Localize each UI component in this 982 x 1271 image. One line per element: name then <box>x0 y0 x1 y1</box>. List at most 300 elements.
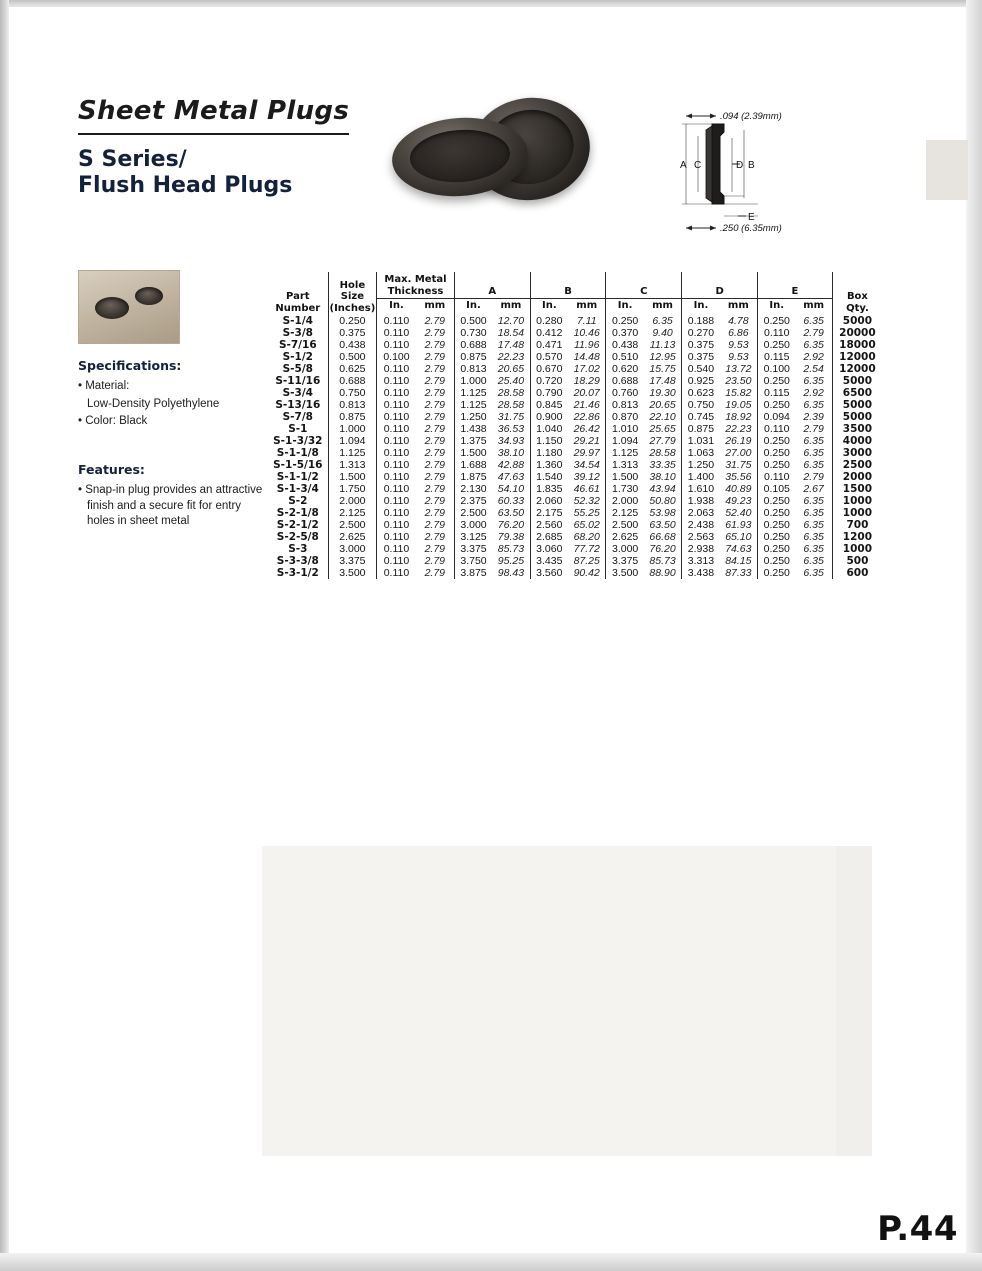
cell-e_in: 0.250 <box>758 543 796 555</box>
cell-t_mm: 2.79 <box>424 543 445 555</box>
cell-e_in: 0.100 <box>758 363 796 375</box>
cell-a_mm: 95.25 <box>497 555 525 567</box>
cell-e_mm: 6.35 <box>803 567 824 579</box>
cell-e_mm: 6.35 <box>803 519 824 531</box>
cell-b_mm: 87.25 <box>573 555 600 567</box>
cell-a_in: 0.730 <box>454 327 492 339</box>
cell-hole: 0.688 <box>328 375 377 387</box>
cell-b_in: 0.412 <box>530 327 568 339</box>
table-row <box>268 315 882 327</box>
cell-t_mm: 2.79 <box>424 471 445 483</box>
drawing-top-dimension: .094 (2.39mm) <box>720 111 782 122</box>
specifications-item-material-value: Low-Density Polyethylene <box>87 397 220 410</box>
cell-part: S-2-1/2 <box>276 519 319 531</box>
header-dim-c: C <box>606 272 682 299</box>
header-thickness-mm: mm <box>424 300 446 311</box>
cell-b_mm: 21.46 <box>573 399 600 411</box>
cell-c_mm: 63.50 <box>649 519 676 531</box>
cell-c_in: 3.375 <box>606 555 644 567</box>
cell-d_mm: 9.53 <box>728 339 749 351</box>
cell-e_mm: 6.35 <box>803 507 824 519</box>
cell-t_in: 0.110 <box>377 555 416 567</box>
cell-qty: 1000 <box>832 543 882 555</box>
cell-e_in: 0.115 <box>758 387 796 399</box>
cell-d_in: 0.875 <box>682 423 720 435</box>
cell-b_mm: 22.86 <box>573 411 600 423</box>
page-title-block <box>78 96 378 199</box>
cell-t_mm: 2.79 <box>424 495 445 507</box>
cell-b_in: 3.060 <box>530 543 568 555</box>
cell-b_in: 1.360 <box>530 459 568 471</box>
header-dim-e: E <box>758 272 833 299</box>
cell-e_in: 0.250 <box>758 315 796 327</box>
cell-c_mm: 11.13 <box>649 339 676 351</box>
cell-e_in: 0.250 <box>758 507 796 519</box>
table-row <box>268 459 882 471</box>
cell-t_in: 0.110 <box>377 327 416 339</box>
drawing-label-d: D <box>736 160 744 171</box>
cell-hole: 3.375 <box>328 555 377 567</box>
dimension-drawing <box>672 96 902 244</box>
header-c-mm: mm <box>652 300 673 311</box>
cell-hole: 1.094 <box>328 435 377 447</box>
cell-part: S-1/2 <box>282 351 313 363</box>
table-row <box>268 519 882 531</box>
page-number: P.44 <box>877 1209 958 1249</box>
cell-d_mm: 19.05 <box>725 399 752 411</box>
cell-b_in: 3.560 <box>530 567 568 579</box>
cell-qty: 5000 <box>832 315 882 327</box>
cell-hole: 2.625 <box>328 531 377 543</box>
cell-b_in: 1.180 <box>530 447 568 459</box>
cell-e_mm: 6.35 <box>803 375 824 387</box>
cell-b_mm: 77.72 <box>573 543 600 555</box>
cell-qty: 500 <box>832 555 882 567</box>
cell-t_in: 0.110 <box>377 375 416 387</box>
cell-a_mm: 38.10 <box>497 447 525 459</box>
header-a-in: In. <box>454 299 492 316</box>
header-hole-size: Hole Size (Inches) <box>328 272 377 315</box>
table-row <box>268 531 882 543</box>
specifications-item-material: • Material: <box>78 380 130 392</box>
cell-a_mm: 17.48 <box>497 339 525 351</box>
table-row <box>268 363 882 375</box>
cell-e_in: 0.250 <box>758 339 796 351</box>
features-heading: Features: <box>78 462 145 477</box>
cell-e_in: 0.110 <box>758 327 796 339</box>
cell-c_in: 1.500 <box>606 471 644 483</box>
cell-part: S-2-5/8 <box>276 531 319 543</box>
cell-d_in: 1.400 <box>682 471 720 483</box>
cell-part: S-2-1/8 <box>276 507 319 519</box>
spec-table-body <box>268 315 882 579</box>
cell-e_mm: 6.35 <box>803 447 824 459</box>
header-dim-b: B <box>530 272 606 299</box>
cell-t_mm: 2.79 <box>424 459 445 471</box>
cell-b_in: 1.835 <box>530 483 568 495</box>
cell-c_in: 0.250 <box>606 315 644 327</box>
cell-c_in: 0.510 <box>606 351 644 363</box>
cell-e_mm: 6.35 <box>803 399 824 411</box>
cell-hole: 1.750 <box>328 483 377 495</box>
cell-d_in: 3.438 <box>682 567 720 579</box>
cell-part: S-1-1/2 <box>276 471 319 483</box>
cell-hole: 0.500 <box>328 351 377 363</box>
table-row <box>268 411 882 423</box>
cell-b_mm: 17.02 <box>573 363 600 375</box>
cell-qty: 1000 <box>832 495 882 507</box>
cell-t_in: 0.110 <box>377 423 416 435</box>
cell-b_in: 0.570 <box>530 351 568 363</box>
cell-e_mm: 6.35 <box>803 459 824 471</box>
cell-hole: 1.500 <box>328 471 377 483</box>
cell-c_mm: 43.94 <box>649 483 676 495</box>
cell-c_in: 0.620 <box>606 363 644 375</box>
cell-c_in: 2.000 <box>606 495 644 507</box>
features-item: • Snap-in plug provides an attractive finish and a secure fit for entry holes in sheet metal <box>78 484 263 527</box>
cell-part: S-7/16 <box>278 339 317 351</box>
cell-t_in: 0.110 <box>377 519 416 531</box>
cell-e_in: 0.115 <box>758 351 796 363</box>
cell-hole: 0.250 <box>328 315 377 327</box>
cell-part: S-1 <box>288 423 308 435</box>
cell-d_in: 0.540 <box>682 363 720 375</box>
cell-d_in: 0.188 <box>682 315 720 327</box>
cell-c_in: 2.500 <box>606 519 644 531</box>
header-dim-a: A <box>454 272 530 299</box>
cell-a_in: 0.688 <box>454 339 492 351</box>
cell-e_mm: 6.35 <box>803 495 824 507</box>
cell-c_in: 1.010 <box>606 423 644 435</box>
cell-t_mm: 2.79 <box>424 531 445 543</box>
cell-a_in: 1.500 <box>454 447 492 459</box>
cell-hole: 0.625 <box>328 363 377 375</box>
cell-t_mm: 2.79 <box>424 567 445 579</box>
cell-hole: 0.813 <box>328 399 377 411</box>
cell-e_mm: 2.79 <box>803 423 824 435</box>
cell-b_mm: 26.42 <box>573 423 600 435</box>
cell-e_in: 0.250 <box>758 567 796 579</box>
cell-d_in: 0.745 <box>682 411 720 423</box>
cell-t_in: 0.110 <box>377 507 416 519</box>
cell-c_mm: 76.20 <box>649 543 676 555</box>
cell-hole: 2.000 <box>328 495 377 507</box>
cell-a_mm: 34.93 <box>497 435 525 447</box>
cell-a_in: 1.375 <box>454 435 492 447</box>
cell-qty: 1200 <box>832 531 882 543</box>
table-row <box>268 447 882 459</box>
cell-e_mm: 6.35 <box>803 543 824 555</box>
cell-a_in: 1.438 <box>454 423 492 435</box>
cell-d_mm: 31.75 <box>725 459 752 471</box>
cell-a_in: 0.875 <box>454 351 492 363</box>
cell-e_in: 0.250 <box>758 495 796 507</box>
application-photo-hole-1 <box>95 297 129 319</box>
cell-a_in: 1.000 <box>454 375 492 387</box>
header-c-in: In. <box>606 299 644 316</box>
cell-t_in: 0.110 <box>377 315 416 327</box>
cell-t_mm: 2.79 <box>424 435 445 447</box>
cell-t_in: 0.110 <box>377 411 416 423</box>
showthrough-artifact <box>262 846 872 1156</box>
cell-hole: 0.438 <box>328 339 377 351</box>
cell-a_mm: 85.73 <box>497 543 525 555</box>
cell-hole: 0.875 <box>328 411 377 423</box>
spec-table <box>268 272 882 579</box>
cell-d_in: 2.063 <box>682 507 720 519</box>
cell-hole: 0.750 <box>328 387 377 399</box>
cell-d_in: 0.623 <box>682 387 720 399</box>
cell-t_mm: 2.79 <box>424 423 445 435</box>
cell-t_in: 0.110 <box>377 543 416 555</box>
cell-e_in: 0.250 <box>758 519 796 531</box>
header-d-in: In. <box>682 299 720 316</box>
cell-t_mm: 2.79 <box>424 387 445 399</box>
table-row <box>268 375 882 387</box>
cell-c_in: 2.625 <box>606 531 644 543</box>
cell-d_in: 0.375 <box>682 339 720 351</box>
cell-part: S-3-1/2 <box>276 567 319 579</box>
cell-d_mm: 35.56 <box>725 471 752 483</box>
drawing-label-b: B <box>748 160 755 171</box>
cell-t_in: 0.110 <box>377 339 416 351</box>
cell-e_mm: 2.79 <box>803 327 824 339</box>
cell-b_mm: 34.54 <box>573 459 600 471</box>
cell-c_in: 3.000 <box>606 543 644 555</box>
specifications-heading: Specifications: <box>78 358 182 373</box>
cell-a_mm: 12.70 <box>497 315 525 327</box>
cell-a_mm: 25.40 <box>497 375 525 387</box>
cell-d_mm: 4.78 <box>728 315 749 327</box>
cell-c_in: 0.870 <box>606 411 644 423</box>
cell-d_mm: 18.92 <box>725 411 752 423</box>
cell-t_mm: 2.79 <box>424 315 445 327</box>
drawing-label-e: E <box>748 212 755 223</box>
cell-e_mm: 2.79 <box>803 471 824 483</box>
cell-c_mm: 85.73 <box>649 555 676 567</box>
cell-a_mm: 98.43 <box>497 567 525 579</box>
cell-part: S-1-5/16 <box>273 459 323 471</box>
header-max-metal-thickness: Max. Metal Thickness <box>377 272 455 299</box>
cell-hole: 1.313 <box>328 459 377 471</box>
table-row <box>268 543 882 555</box>
cell-part: S-13/16 <box>275 399 321 411</box>
header-a-mm: mm <box>500 300 522 311</box>
cell-t_in: 0.110 <box>377 495 416 507</box>
table-row <box>268 483 882 495</box>
table-row <box>268 339 882 351</box>
cell-d_in: 0.270 <box>682 327 720 339</box>
cell-t_mm: 2.79 <box>424 411 445 423</box>
cell-b_in: 0.720 <box>530 375 568 387</box>
cell-b_mm: 7.11 <box>576 315 597 327</box>
cell-a_mm: 54.10 <box>497 483 525 495</box>
cell-d_mm: 22.23 <box>725 423 752 435</box>
cell-c_in: 2.125 <box>606 507 644 519</box>
application-photo <box>78 270 180 344</box>
cell-t_in: 0.110 <box>377 399 416 411</box>
cell-a_in: 1.875 <box>454 471 492 483</box>
header-b-mm: mm <box>576 300 598 311</box>
cell-b_mm: 90.42 <box>573 567 600 579</box>
cell-qty: 12000 <box>832 351 882 363</box>
cell-e_in: 0.110 <box>758 471 796 483</box>
table-row <box>268 555 882 567</box>
cell-qty: 1000 <box>832 507 882 519</box>
cell-t_in: 0.110 <box>377 459 416 471</box>
cell-d_mm: 23.50 <box>725 375 752 387</box>
cell-hole: 1.125 <box>328 447 377 459</box>
cell-t_in: 0.110 <box>377 531 416 543</box>
cell-qty: 3500 <box>832 423 882 435</box>
cell-b_mm: 46.61 <box>573 483 600 495</box>
cell-a_in: 2.375 <box>454 495 492 507</box>
cell-b_mm: 18.29 <box>573 375 600 387</box>
scan-edge-top <box>0 0 982 7</box>
header-box-qty: Box Qty. <box>832 272 882 315</box>
cell-a_in: 1.125 <box>454 399 492 411</box>
specifications-list <box>78 379 260 430</box>
cell-c_in: 1.313 <box>606 459 644 471</box>
spec-table-wrapper <box>268 272 882 579</box>
cell-hole: 2.125 <box>328 507 377 519</box>
cell-e_in: 0.250 <box>758 531 796 543</box>
application-photo-hole-2 <box>135 287 163 305</box>
cell-hole: 2.500 <box>328 519 377 531</box>
cell-b_mm: 68.20 <box>573 531 600 543</box>
cell-a_in: 3.125 <box>454 531 492 543</box>
cell-t_in: 0.110 <box>377 363 416 375</box>
cell-a_mm: 28.58 <box>497 387 525 399</box>
cell-e_in: 0.105 <box>758 483 796 495</box>
cell-d_mm: 40.89 <box>725 483 752 495</box>
cell-c_in: 0.370 <box>606 327 644 339</box>
cell-b_in: 1.150 <box>530 435 568 447</box>
cell-b_in: 3.435 <box>530 555 568 567</box>
cell-b_in: 1.540 <box>530 471 568 483</box>
cell-d_in: 3.313 <box>682 555 720 567</box>
cell-part: S-3/8 <box>282 327 313 339</box>
cell-b_mm: 11.96 <box>573 339 600 351</box>
cell-qty: 5000 <box>832 399 882 411</box>
scan-edge-left <box>0 0 9 1271</box>
cell-d_mm: 13.72 <box>725 363 752 375</box>
cell-a_in: 1.250 <box>454 411 492 423</box>
cell-c_mm: 12.95 <box>649 351 676 363</box>
cell-c_mm: 33.35 <box>649 459 676 471</box>
cell-t_in: 0.110 <box>377 471 416 483</box>
cell-t_in: 0.110 <box>377 567 416 579</box>
cell-t_in: 0.110 <box>377 447 416 459</box>
cell-qty: 3000 <box>832 447 882 459</box>
scan-edge-bottom <box>0 1253 982 1271</box>
header-b-in: In. <box>530 299 568 316</box>
table-row <box>268 507 882 519</box>
cell-c_in: 1.125 <box>606 447 644 459</box>
cell-c_mm: 15.75 <box>649 363 676 375</box>
cell-a_in: 2.500 <box>454 507 492 519</box>
cell-b_in: 1.040 <box>530 423 568 435</box>
cell-qty: 2500 <box>832 459 882 471</box>
cell-c_mm: 22.10 <box>649 411 676 423</box>
cell-d_in: 1.063 <box>682 447 720 459</box>
cell-c_mm: 53.98 <box>649 507 676 519</box>
cell-d_in: 0.925 <box>682 375 720 387</box>
cell-qty: 600 <box>832 567 882 579</box>
cell-c_mm: 19.30 <box>649 387 676 399</box>
spec-table-head <box>268 272 882 315</box>
cell-e_mm: 6.35 <box>803 555 824 567</box>
cell-c_in: 0.760 <box>606 387 644 399</box>
cell-a_mm: 42.88 <box>497 459 525 471</box>
cell-b_mm: 65.02 <box>573 519 600 531</box>
cell-e_in: 0.250 <box>758 435 796 447</box>
cell-a_in: 0.813 <box>454 363 492 375</box>
table-row <box>268 351 882 363</box>
cell-e_in: 0.110 <box>758 423 796 435</box>
cell-d_mm: 87.33 <box>725 567 752 579</box>
cell-d_in: 2.438 <box>682 519 720 531</box>
cell-t_mm: 2.79 <box>424 519 445 531</box>
cell-part: S-11/16 <box>275 375 321 387</box>
cell-b_in: 0.280 <box>530 315 568 327</box>
table-row <box>268 423 882 435</box>
cell-c_in: 1.094 <box>606 435 644 447</box>
cell-b_mm: 14.48 <box>573 351 600 363</box>
cell-qty: 12000 <box>832 363 882 375</box>
cell-e_in: 0.094 <box>758 411 796 423</box>
cell-hole: 0.375 <box>328 327 377 339</box>
cell-b_in: 2.560 <box>530 519 568 531</box>
cell-a_mm: 22.23 <box>497 351 525 363</box>
cell-a_in: 3.000 <box>454 519 492 531</box>
cell-d_mm: 6.86 <box>728 327 749 339</box>
cell-a_in: 3.375 <box>454 543 492 555</box>
cell-qty: 18000 <box>832 339 882 351</box>
cell-a_mm: 60.33 <box>497 495 525 507</box>
cell-c_in: 1.730 <box>606 483 644 495</box>
cell-c_mm: 50.80 <box>649 495 676 507</box>
cell-qty: 6500 <box>832 387 882 399</box>
cell-b_mm: 39.12 <box>573 471 600 483</box>
cell-part: S-1-3/32 <box>273 435 323 447</box>
cell-t_in: 0.110 <box>377 483 416 495</box>
cell-a_mm: 20.65 <box>497 363 525 375</box>
cell-d_mm: 65.10 <box>725 531 752 543</box>
header-part-number: Part Number <box>275 291 321 314</box>
cell-qty: 1500 <box>832 483 882 495</box>
cell-qty: 5000 <box>832 375 882 387</box>
cell-t_mm: 2.79 <box>424 447 445 459</box>
cell-e_mm: 6.35 <box>803 435 824 447</box>
cell-t_in: 0.110 <box>377 435 416 447</box>
cell-c_mm: 66.68 <box>649 531 676 543</box>
cell-b_in: 0.670 <box>530 363 568 375</box>
cell-c_mm: 28.58 <box>649 447 676 459</box>
cell-qty: 5000 <box>832 411 882 423</box>
cell-d_mm: 74.63 <box>725 543 752 555</box>
cell-qty: 4000 <box>832 435 882 447</box>
cell-e_in: 0.250 <box>758 375 796 387</box>
cell-part: S-1-3/4 <box>276 483 319 495</box>
cell-b_mm: 20.07 <box>573 387 600 399</box>
cell-d_mm: 27.00 <box>725 447 752 459</box>
cell-d_in: 1.938 <box>682 495 720 507</box>
cell-b_in: 0.900 <box>530 411 568 423</box>
cell-t_mm: 2.79 <box>424 399 445 411</box>
cell-b_mm: 29.21 <box>573 435 600 447</box>
table-row <box>268 327 882 339</box>
